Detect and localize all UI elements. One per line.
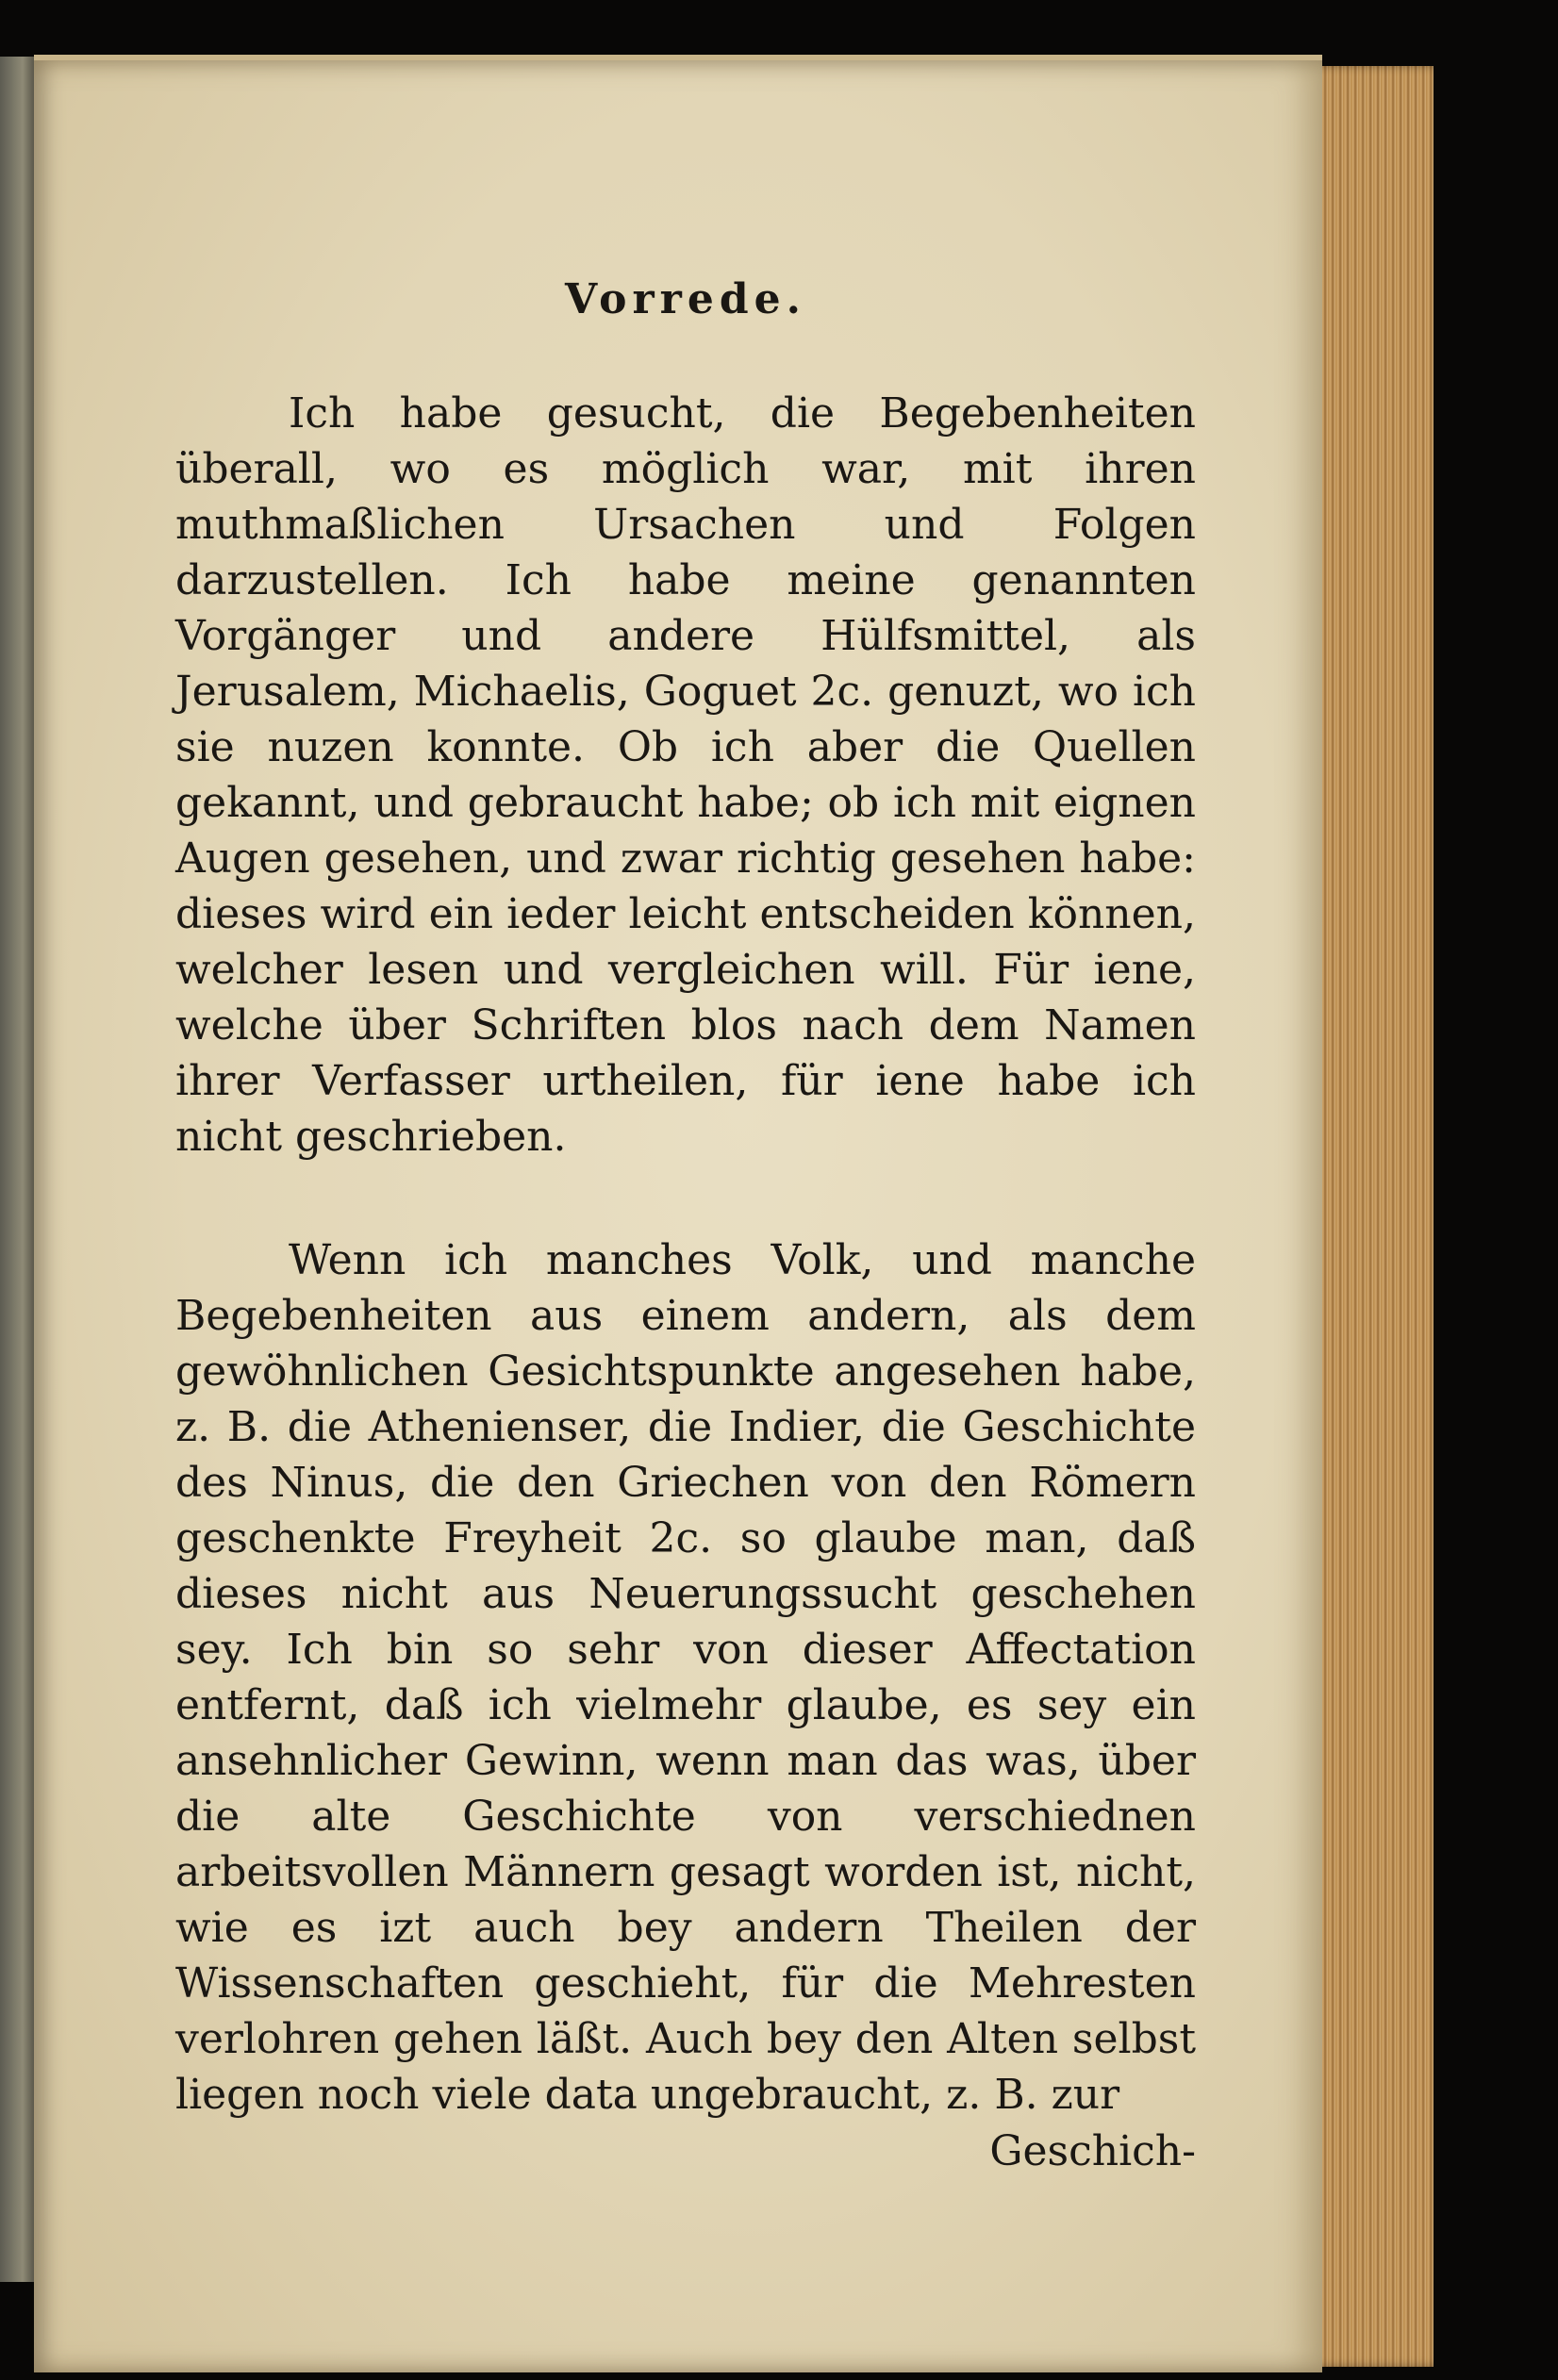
page-heading: Vorrede. bbox=[565, 275, 806, 323]
page-text-block bbox=[175, 221, 1196, 2177]
paragraph-2: Wenn ich manches Volk, und manche Begebenheiten aus einem andern, als dem gewöhnlichen Gesichtspunkte angesehen habe, z. B. die Athenienser, die Indier, die Geschichte des Ninus, die den Griechen von den Römern geschenkte Freyheit 2c. so glaube man, daß dieses nicht aus Neuerungssucht geschehen sey. Ich bin so sehr von dieser Affectation entfernt, daß ich vielmehr glaube, es sey ein ansehnlicher Gewinn, wenn man das was, über die alte Geschichte von verschiednen arbeitsvollen Männern gesagt worden ist, nicht, wie es izt auch bey andern Theilen der Wissenschaften geschieht, für die Mehresten verlohren gehen läßt. Auch bey den Alten selbst liegen noch viele data ungebraucht, z. B. zur bbox=[175, 1236, 1196, 2119]
paragraph-1: Ich habe gesucht, die Begebenheiten überall, wo es möglich war, mit ihren muthmaßlichen Ursachen und Folgen darzustellen. Ich habe meine genannten Vorgänger und andere Hülfsmittel, als Jerusalem, Michaelis, Goguet 2c. genuzt, wo ich sie nuzen konnte. Ob ich aber die Quellen gekannt, und gebraucht habe; ob ich mit eignen Augen gesehen, und zwar richtig gesehen habe: dieses wird ein ieder leicht entscheiden können, welcher lesen und vergleichen will. Für iene, welche über Schriften blos nach dem Namen ihrer Verfasser urtheilen, für iene habe ich nicht geschrieben. bbox=[175, 389, 1196, 1161]
book-page bbox=[34, 55, 1322, 2372]
catchword: Geschich- bbox=[989, 2127, 1196, 2175]
